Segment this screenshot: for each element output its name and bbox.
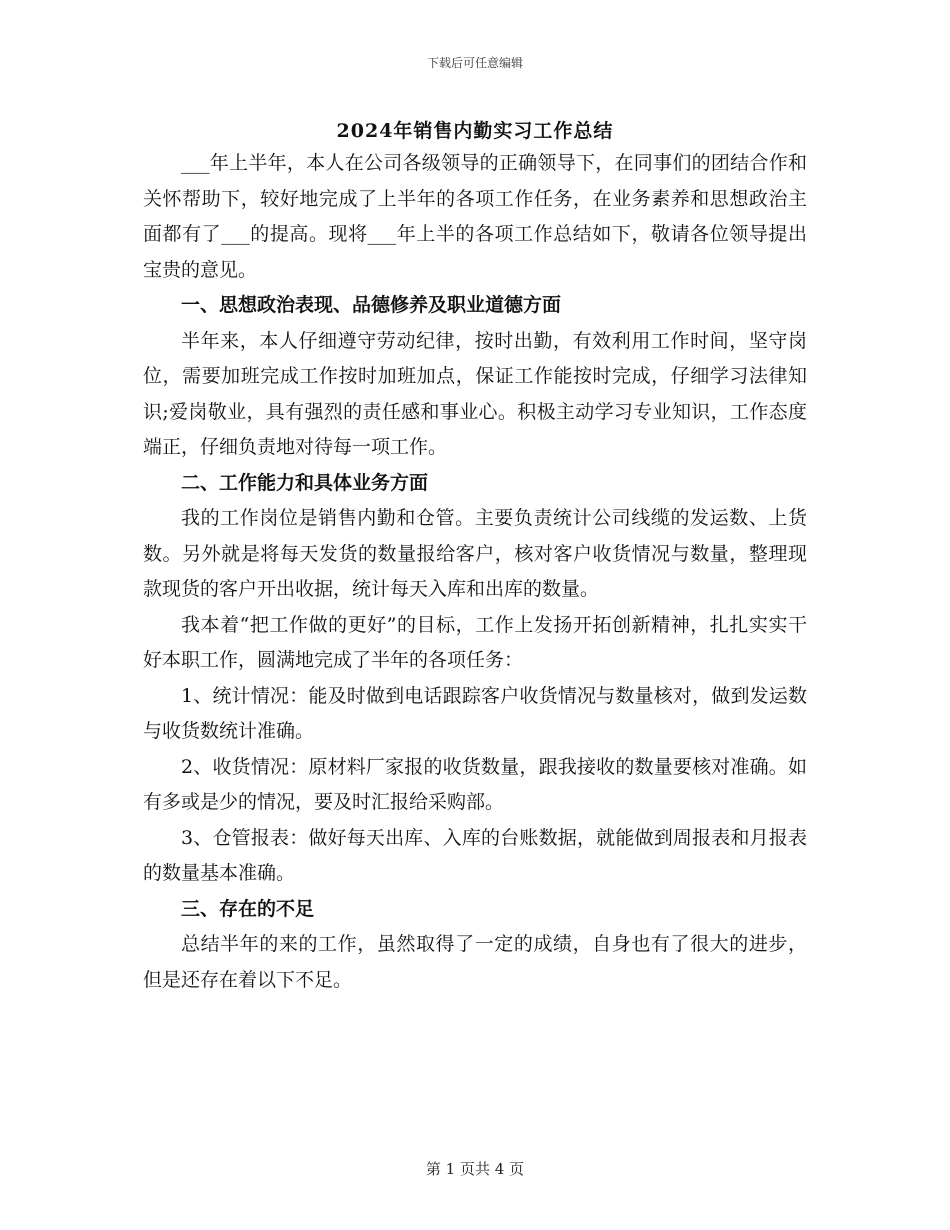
document-body — [143, 146, 807, 998]
section-heading: 三、存在的不足 — [181, 897, 315, 920]
document-title: 2024年销售内勤实习工作总结 — [336, 120, 614, 142]
section-heading: 一、思想政治表现、品德修养及职业道德方面 — [181, 294, 562, 316]
header-note: 下载后可任意编辑 — [426, 56, 523, 70]
paragraph: ___年上半年，本人在公司各级领导的正确领导下，在同事们的团结合作和关怀帮助下，较好地完成了上半年的各项工作任务，在业务素养和思想政治主面都有了___的提高。现将___年上半的各项工作总结如下，敬请各位领导提出宝贵的意见。 — [143, 152, 807, 281]
paragraph: 我的工作岗位是销售内勤和仓管。主要负责统计公司线缆的发运数、上货数。另外就是将每天发货的数量报给客户，核对客户收货情况与数量，整理现款现货的客户开出收据，统计每天入库和出库的数量。 — [143, 507, 807, 600]
list-item: 1、统计情况：能及时做到电话跟踪客户收货情况与数量核对，做到发运数与收货数统计准确。 — [143, 684, 807, 742]
list-item: 3、仓管报表：做好每天出库、入库的台账数据，就能做到周报表和月报表的数量基本准确。 — [143, 826, 807, 884]
section-heading: 二、工作能力和具体业务方面 — [181, 471, 429, 494]
paragraph: 我本着“把工作做的更好”的目标，工作上发扬开拓创新精神，扎扎实实干好本职工作，圆满地完成了半年的各项任务： — [143, 613, 807, 671]
list-item: 2、收货情况：原材料厂家报的收货数量，跟我接收的数量要核对准确。如有多或是少的情况，要及时汇报给采购部。 — [143, 755, 807, 813]
paragraph: 半年来，本人仔细遵守劳动纪律，按时出勤，有效利用工作时间，坚守岗位，需要加班完成工作按时加班加点，保证工作能按时完成，仔细学习法律知识;爱岗敬业，具有强烈的责任感和事业心。积极主动学习专业知识，工作态度端正，仔细负责地对待每一项工作。 — [143, 329, 807, 458]
page-number: 第 1 页共 4 页 — [425, 1160, 525, 1178]
paragraph: 总结半年的来的工作，虽然取得了一定的成绩，自身也有了很大的进步，但是还存在着以下不足。 — [143, 933, 807, 991]
